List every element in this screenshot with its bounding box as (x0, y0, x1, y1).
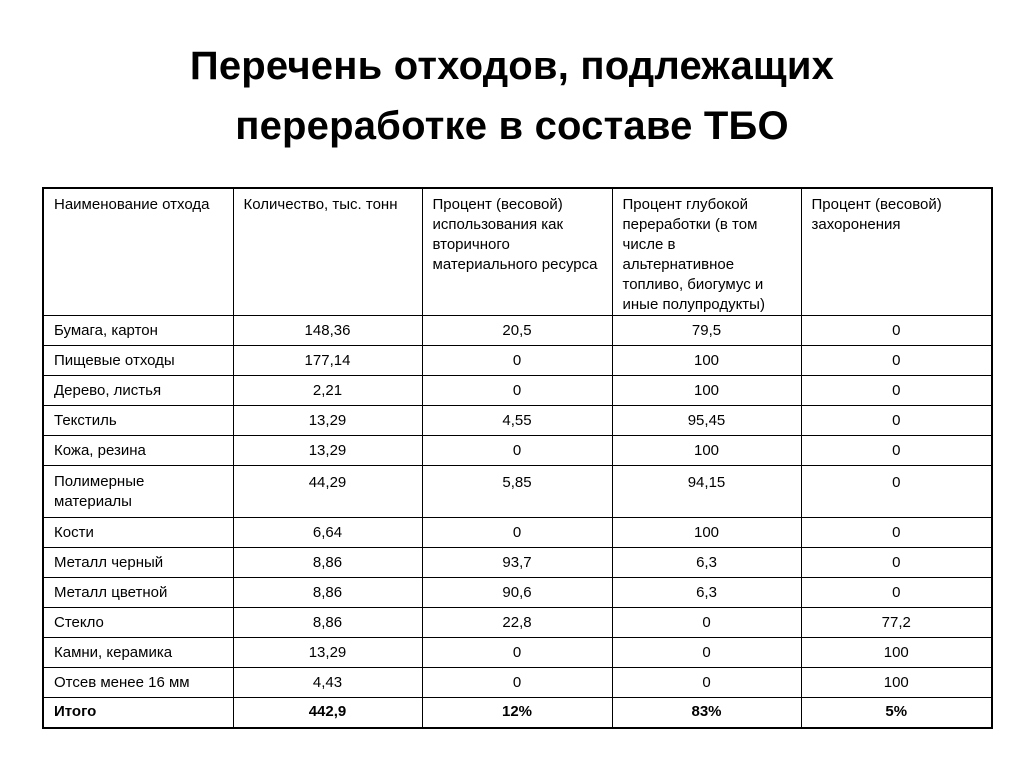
cell-waste-name: Кожа, резина (43, 436, 233, 466)
cell-quantity: 13,29 (233, 406, 422, 436)
table-header-row (43, 188, 992, 316)
cell-deep-processing-percent: 0 (612, 668, 801, 698)
table-row (43, 346, 992, 376)
header-quantity: Количество, тыс. тонн (233, 188, 422, 316)
cell-waste-name: Металл цветной (43, 578, 233, 608)
cell-deep-processing-percent: 0 (612, 638, 801, 668)
slide-title-line-1: Перечень отходов, подлежащих (189, 44, 835, 88)
cell-quantity: 2,21 (233, 376, 422, 406)
cell-landfill-percent: 0 (801, 346, 992, 376)
total-landfill-percent: 5% (801, 698, 992, 728)
cell-landfill-percent: 0 (801, 466, 992, 518)
cell-landfill-percent: 100 (801, 638, 992, 668)
cell-deep-processing-percent: 100 (612, 346, 801, 376)
cell-quantity: 4,43 (233, 668, 422, 698)
cell-deep-processing-percent: 6,3 (612, 548, 801, 578)
cell-recycling-percent: 0 (422, 638, 612, 668)
cell-quantity: 8,86 (233, 608, 422, 638)
slide-title (0, 36, 1024, 156)
cell-deep-processing-percent: 94,15 (612, 466, 801, 518)
cell-recycling-percent: 90,6 (422, 578, 612, 608)
cell-recycling-percent: 0 (422, 376, 612, 406)
header-landfill-percent: Процент (весовой) захоронения (801, 188, 992, 316)
cell-recycling-percent: 20,5 (422, 316, 612, 346)
table-row (43, 376, 992, 406)
cell-landfill-percent: 0 (801, 548, 992, 578)
cell-quantity: 177,14 (233, 346, 422, 376)
cell-landfill-percent: 0 (801, 406, 992, 436)
cell-quantity: 148,36 (233, 316, 422, 346)
header-waste-name: Наименование отхода (43, 188, 233, 316)
table-row (43, 406, 992, 436)
cell-quantity: 8,86 (233, 548, 422, 578)
cell-deep-processing-percent: 100 (612, 518, 801, 548)
table-row (43, 436, 992, 466)
cell-landfill-percent: 0 (801, 376, 992, 406)
header-deep-processing-percent: Процент глубокой переработки (в том числе в альтернативное топливо, биогумус и иные полупродукты) (612, 188, 801, 316)
cell-waste-name: Отсев менее 16 мм (43, 668, 233, 698)
cell-waste-name: Стекло (43, 608, 233, 638)
cell-landfill-percent: 0 (801, 518, 992, 548)
slide-title-line-2: переработке в составе ТБО (235, 104, 789, 148)
cell-recycling-percent: 4,55 (422, 406, 612, 436)
table-total-row (43, 698, 992, 728)
cell-deep-processing-percent: 100 (612, 436, 801, 466)
table-row (43, 548, 992, 578)
total-deep-processing-percent: 83% (612, 698, 801, 728)
table-row (43, 638, 992, 668)
cell-deep-processing-percent: 79,5 (612, 316, 801, 346)
cell-quantity: 44,29 (233, 466, 422, 518)
table-row (43, 668, 992, 698)
cell-quantity: 13,29 (233, 436, 422, 466)
table-row (43, 316, 992, 346)
cell-waste-name: Полимерные материалы (43, 466, 233, 518)
cell-waste-name: Пищевые отходы (43, 346, 233, 376)
table-row (43, 466, 992, 518)
total-recycling-percent: 12% (422, 698, 612, 728)
table-row (43, 518, 992, 548)
cell-quantity: 6,64 (233, 518, 422, 548)
total-quantity: 442,9 (233, 698, 422, 728)
cell-landfill-percent: 100 (801, 668, 992, 698)
cell-landfill-percent: 77,2 (801, 608, 992, 638)
cell-landfill-percent: 0 (801, 578, 992, 608)
cell-recycling-percent: 22,8 (422, 608, 612, 638)
waste-table (42, 187, 993, 729)
cell-waste-name: Бумага, картон (43, 316, 233, 346)
cell-waste-name: Металл черный (43, 548, 233, 578)
total-label: Итого (43, 698, 233, 728)
cell-landfill-percent: 0 (801, 316, 992, 346)
cell-recycling-percent: 5,85 (422, 466, 612, 518)
cell-deep-processing-percent: 100 (612, 376, 801, 406)
header-recycling-percent: Процент (весовой) использования как вторичного материального ресурса (422, 188, 612, 316)
cell-recycling-percent: 0 (422, 668, 612, 698)
cell-quantity: 13,29 (233, 638, 422, 668)
cell-deep-processing-percent: 6,3 (612, 578, 801, 608)
cell-waste-name: Дерево, листья (43, 376, 233, 406)
cell-recycling-percent: 93,7 (422, 548, 612, 578)
cell-waste-name: Кости (43, 518, 233, 548)
cell-recycling-percent: 0 (422, 346, 612, 376)
cell-recycling-percent: 0 (422, 436, 612, 466)
cell-quantity: 8,86 (233, 578, 422, 608)
cell-recycling-percent: 0 (422, 518, 612, 548)
table-row (43, 578, 992, 608)
cell-landfill-percent: 0 (801, 436, 992, 466)
cell-waste-name: Камни, керамика (43, 638, 233, 668)
cell-waste-name: Текстиль (43, 406, 233, 436)
cell-deep-processing-percent: 0 (612, 608, 801, 638)
cell-deep-processing-percent: 95,45 (612, 406, 801, 436)
table-row (43, 608, 992, 638)
